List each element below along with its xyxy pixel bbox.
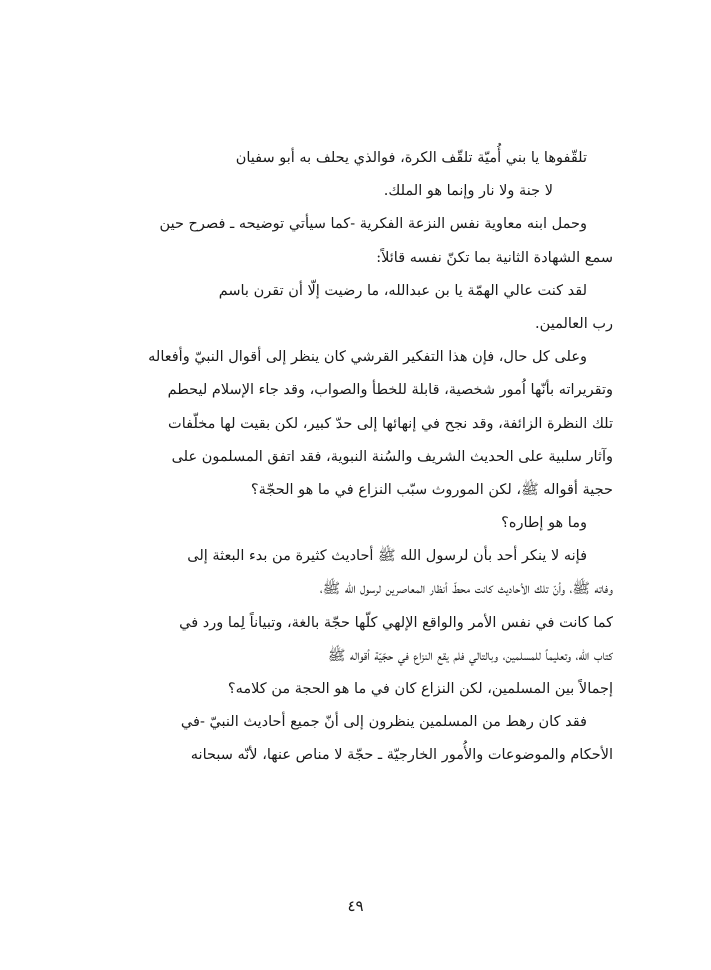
paragraph-line: وحمل ابنه معاوية نفس النزعة الفكرية -كما سيأتي توضيحه ـ فصرح حين: [159, 216, 587, 233]
paragraph-line: كما كانت في نفس الأمر والواقع الإلهي كلّها حجّة بالغة، وتبياناً لِما ورد في: [179, 614, 613, 631]
paragraph-line: وعلى كل حال، فإن هذا التفكير القرشي كان ينظر إلى أقوال النبيّ وأفعاله: [148, 349, 587, 366]
paragraph-line: فقد كان رهط من المسلمين ينظرون إلى أنّ جميع أحاديث النبيّ -في: [180, 714, 587, 731]
paragraph-line: الأحكام والموضوعات والأُمور الخارجيّة ـ حجّة لا مناص عنها، لأنّه سبحانه: [190, 747, 613, 764]
paragraph-line: وآثار سلبية على الحديث الشريف والسُنة النبوية، فقد اتفق المسلمون على: [171, 448, 613, 465]
paragraph-line: إجمالاً بين المسلمين، لكن النزاع كان في ما هو الحجة من كلامه؟: [227, 681, 613, 697]
paragraph-line: سمع الشهادة الثانية بما تكنّ نفسه قائلاً:: [376, 249, 613, 266]
paragraph-line: وتقريراته بأنّها اُمور شخصية، قابلة للخطأ والصواب، وقد جاء الإسلام ليحطم: [167, 382, 613, 399]
paragraph-line: تلك النظرة الزائفة، وقد نجح في إنهائها إلى حدّ كبير، لكن بقيت لها مخلّفات: [168, 415, 613, 432]
paragraph-line: وما هو إطاره؟: [501, 515, 587, 532]
paragraph-line: حجية أقواله ﷺ، لكن الموروث سبّب النزاع في ما هو الحجّة؟: [250, 481, 613, 498]
paragraph-line: كتاب الله، وتعليماً للمسلمين، وبالتالي فلم يقع النزاع في حجّيّة أقواله ﷺ: [327, 647, 613, 664]
verse-line-2: لا جنة ولا نار وإنما هو الملك.: [383, 183, 553, 200]
paragraph-line: وفاته ﷺ، وأنّ تلك الأحاديث كانت محطّ أنظار المعاصرين لرسول الله ﷺ،: [319, 581, 613, 598]
verse-line-1: تلقّفوها يا بني أُميّة تلقّف الكرة، فوالذي يحلف به أبو سفيان: [235, 150, 587, 166]
paragraph-line: فإنه لا ينكر أحد بأن لرسول الله ﷺ أحاديث كثيرة من بدء البعثة إلى: [187, 548, 587, 565]
page-body: [105, 142, 613, 773]
verse-line-4: رب العالمين.: [535, 315, 613, 332]
page-number: ٤٩: [347, 897, 364, 915]
verse-line-3: لقد كنت عالي الهمّة يا بن عبدالله، ما رضيت إلّا أن تقرن باسم: [218, 282, 587, 299]
